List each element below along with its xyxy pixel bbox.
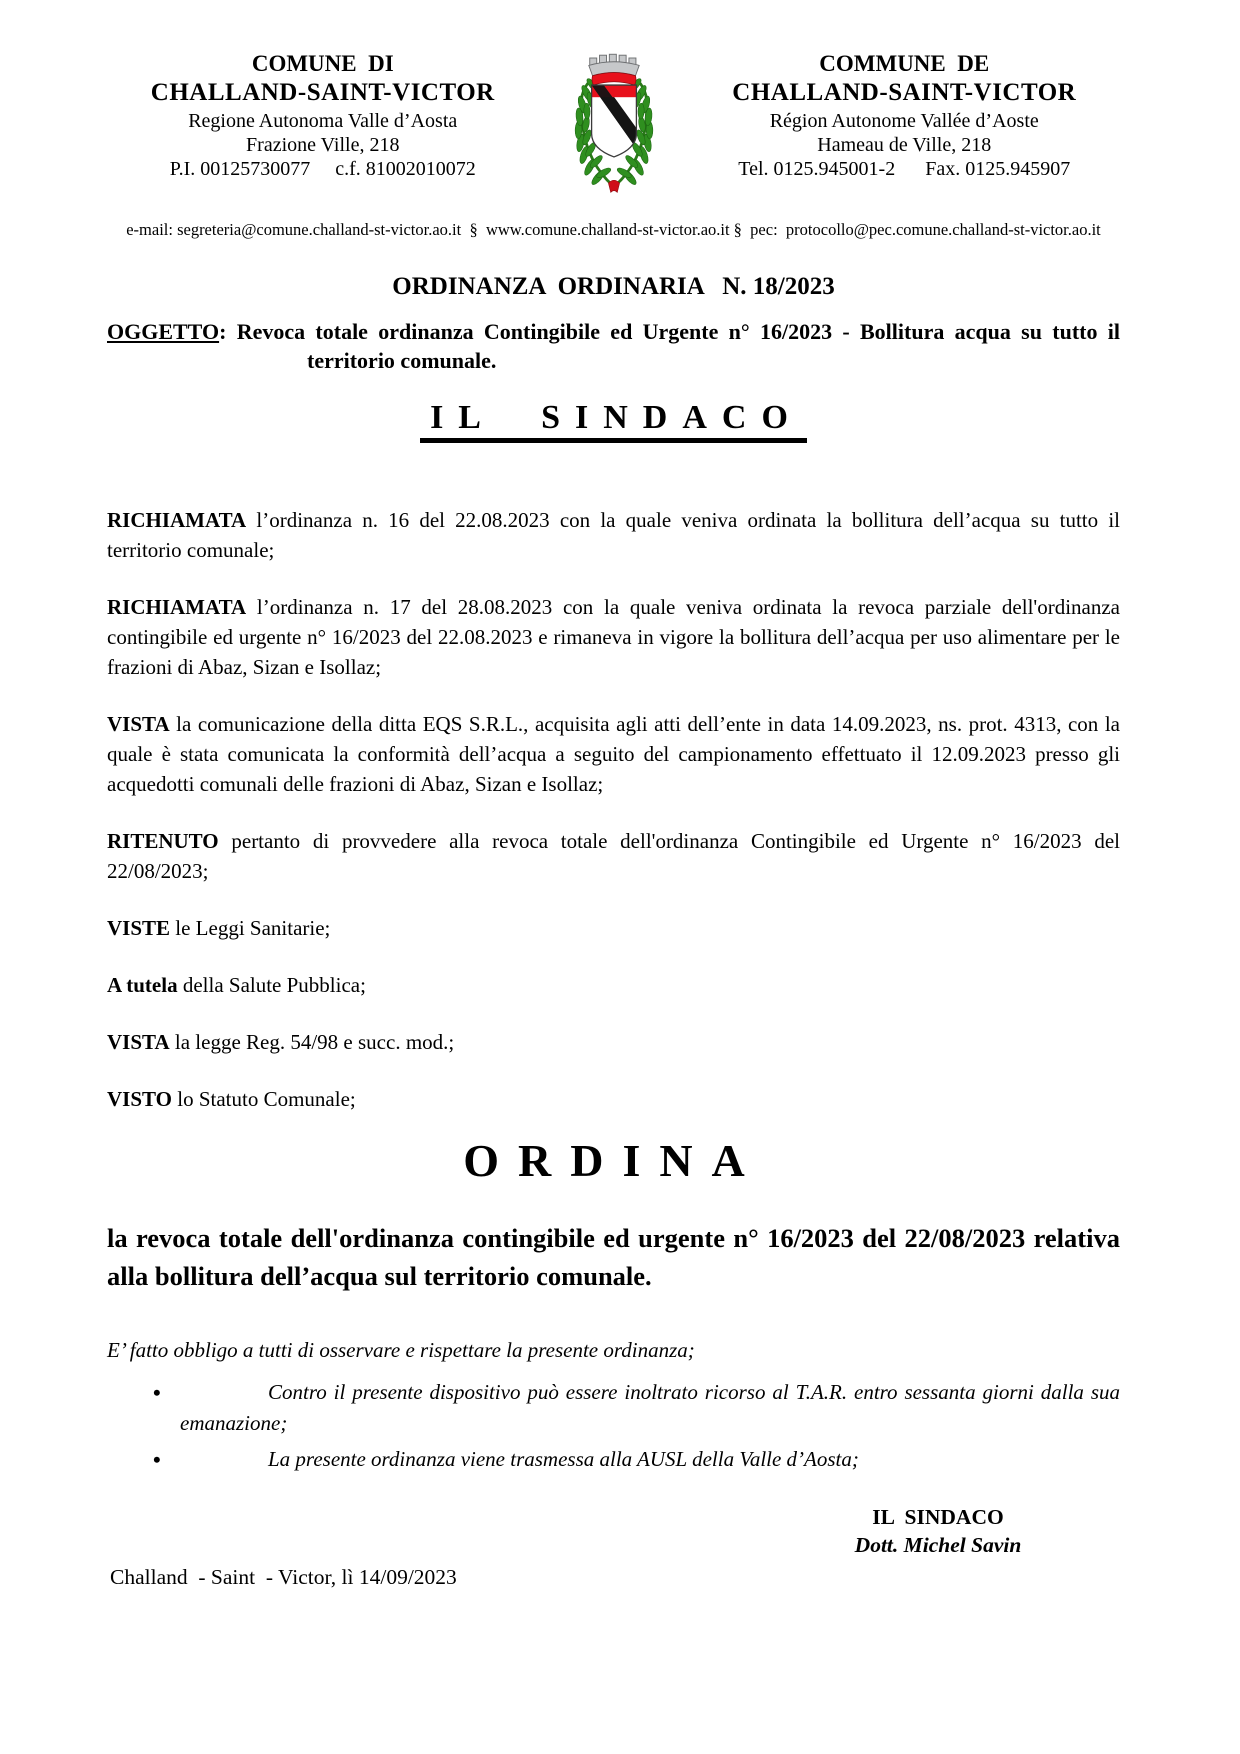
phone-fax: Tel. 0125.945001-2 Fax. 0125.945907 (738, 158, 1071, 181)
recital-text: lo Statuto Comunale; (171, 1087, 356, 1112)
region-it: Regione Autonoma Valle d’Aosta (188, 109, 458, 132)
letterhead-italian (107, 50, 539, 182)
recital-paragraph (107, 970, 1120, 1000)
place-date: Challand - Saint - Victor, lì 14/09/2023 (110, 1565, 457, 1590)
list-item (107, 1377, 1120, 1439)
list-item (107, 1444, 1120, 1475)
signature-role: IL SINDACO (872, 1505, 1004, 1530)
recital-paragraph (107, 1027, 1120, 1057)
recital-text: della Salute Pubblica; (177, 973, 366, 998)
mayor-heading: IL SINDACO (420, 399, 807, 443)
signature-block (833, 1503, 1043, 1559)
recital-lead: VISTA (107, 712, 170, 737)
recital-paragraph (107, 592, 1120, 682)
list-item-text: La presente ordinanza viene trasmessa alla AUSL della Valle d’Aosta; (268, 1447, 859, 1472)
document-title: ORDINANZA ORDINARIA N. 18/2023 (392, 273, 835, 300)
recital-text: la legge Reg. 54/98 e succ. mod.; (169, 1030, 455, 1055)
obligation-intro: E’ fatto obbligo a tutti di osservare e rispettare la presente ordinanza; (107, 1338, 695, 1363)
recital-text: pertanto di provvedere alla revoca totale dell'ordinanza Contingibile ed Urgente n° 16/2023 del 22/08/2023; (107, 829, 1120, 884)
commune-name-it-2: CHALLAND-SAINT-VICTOR (150, 79, 495, 107)
subject-text: : Revoca totale ordinanza Contingibile ed Urgente n° 16/2023 - Bollitura acqua su tutto il territorio comunale. (219, 319, 1120, 374)
subject-label: OGGETTO (107, 319, 220, 344)
recital-lead: A tutela (107, 973, 178, 998)
letterhead (107, 50, 1120, 200)
obligations-section (107, 1335, 1120, 1475)
recital-lead: RICHIAMATA (107, 508, 247, 533)
recital-paragraph (107, 913, 1120, 943)
bullet-icon: • (153, 1380, 161, 1406)
recital-lead: VISTA (107, 1030, 170, 1055)
recital-paragraph (107, 826, 1120, 886)
order-text: la revoca totale dell'ordinanza contingibile ed urgente n° 16/2023 del 22/08/2023 relativa alla bollitura dell’acqua sul territorio comunale. (107, 1223, 1120, 1292)
mayor-heading-wrap (107, 399, 1120, 443)
coat-of-arms (539, 42, 689, 200)
recital-paragraph (107, 709, 1120, 799)
list-item-text: Contro il presente dispositivo può essere inoltrato ricorso al T.A.R. entro sessanta giorni dalla sua emanazione; (180, 1380, 1120, 1436)
recital-lead: VISTE (107, 916, 171, 941)
signature-name: Dott. Michel Savin (854, 1533, 1022, 1558)
recital-paragraph (107, 1084, 1120, 1114)
address-it: Frazione Ville, 218 (246, 133, 400, 156)
contact-line: e-mail: segreteria@comune.challand-st-victor.ao.it § www.comune.challand-st-victor.ao.it § pec: protocollo@pec.comune.challand-st-victor.ao.it (126, 220, 1101, 239)
subject-line (107, 317, 1120, 375)
order-heading: ORDINA (463, 1135, 764, 1187)
letterhead-french (689, 50, 1121, 182)
recital-lead: RITENUTO (107, 829, 219, 854)
bullet-icon: • (153, 1447, 161, 1473)
commune-name-it: COMUNE DI (251, 51, 394, 76)
recital-lead: VISTO (107, 1087, 172, 1112)
order-heading-wrap (107, 1134, 1120, 1187)
recital-text: l’ordinanza n. 16 del 22.08.2023 con la quale veniva ordinata la bollitura dell’acqua su tutto il territorio comunale; (107, 508, 1120, 563)
recital-paragraph (107, 505, 1120, 565)
fiscal-codes: P.I. 00125730077 c.f. 81002010072 (169, 158, 476, 181)
address-fr: Hameau de Ville, 218 (817, 133, 992, 156)
recital-text: l’ordinanza n. 17 del 28.08.2023 con la quale veniva ordinata la revoca parziale dell'ordinanza contingibile ed urgente n° 16/2023 del 22.08.2023 e rimaneva in vigore la bollitura dell’acqua per uso alimentare per le frazioni di Abaz, Sizan e Isollaz; (107, 595, 1120, 680)
recital-text: le Leggi Sanitarie; (170, 916, 331, 941)
coat-of-arms-icon (544, 42, 684, 200)
region-fr: Région Autonome Vallée d’Aoste (769, 109, 1039, 132)
commune-name-fr-2: CHALLAND-SAINT-VICTOR (732, 79, 1077, 107)
recital-lead: RICHIAMATA (107, 595, 247, 620)
commune-name-fr: COMMUNE DE (819, 51, 990, 76)
recital-text: la comunicazione della ditta EQS S.R.L., acquisita agli atti dell’ente in data 14.09.2023, ns. prot. 4313, con la quale è stata comunicata la conformità dell’acqua a seguito del campionamento effettuato il 12.09.2023 presso gli acquedotti comunali delle frazioni di Abaz, Sizan e Isollaz; (107, 712, 1120, 797)
